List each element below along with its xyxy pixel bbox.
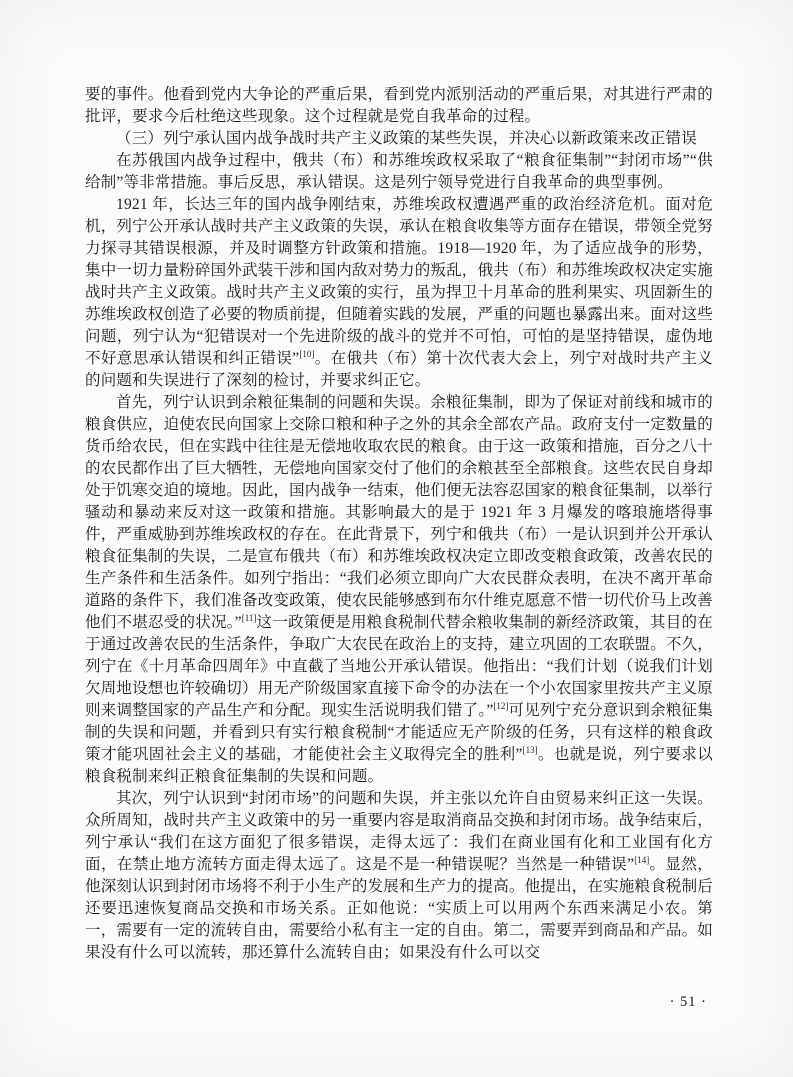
page-body: [85, 84, 713, 964]
footnote-ref: [10]: [299, 348, 315, 359]
paragraph: 首先，列宁认识到余粮征集制的问题和失误。余粮征集制，即为了保证对前线和城市的粮食供应，迫使农民向国家上交除口粮和种子之外的其余全部农产品。政府支付一定数量的货币给农民，但在实践中往往是无偿地收取农民的粮食。由于这一政策和措施，百分之八十的农民都作出了巨大牺牲，无偿地向国家交付了他们的余粮甚至全部粮食。这些农民自身却处于饥寒交迫的境地。因此，国内战争一结束，他们便无法容忍国家的粮食征集制，以举行骚动和暴动来反对这一政策和措施。其影响最大的是于 1921 年 3 月爆发的喀琅施塔得事件，严重威胁到苏维埃政权的存在。在此背景下，列宁和俄共（布）一是认识到并公开承认粮食征集制的失误，二是宣布俄共（布）和苏维埃政权决定立即改变粮食政策，改善农民的生产条件和生活条件。如列宁指出：“我们必须立即向广大农民群众表明，在决不离开革命道路的条件下，我们准备改变政策，使农民能够感到布尔什维克愿意不惜一切代价马上改善他们不堪忍受的状况。”[11]这一政策便是用粮食税制代替余粮收集制的新经济政策，其目的在于通过改善农民的生活条件，争取广大农民在政治上的支持，建立巩固的工农联盟。不久，列宁在《十月革命四周年》中直截了当地公开承认错误。他指出：“我们计划（说我们计划欠周地设想也许较确切）用无产阶级国家直接下命令的办法在一个小农国家里按共产主义原则来调整国家的产品生产和分配。现实生活说明我们错了。”[12]可见列宁充分意识到余粮征集制的失误和问题，并看到只有实行粮食税制“才能适应无产阶级的任务，只有这样的粮食政策才能巩固社会主义的基础，才能使社会主义取得完全的胜利”[13]。也就是说，列宁要求以粮食税制来纠正粮食征集制的失误和问题。: [85, 394, 714, 785]
paragraph: 1921 年，长达三年的国内战争刚结束，苏维埃政权遭遇严重的政治经济危机。面对危机，列宁公开承认战时共产主义政策的失误，承认在粮食收集等方面存在错误，带领全党努力探寻其错误根源，并及时调整方针政策和措施。1918—1920 年，为了适应战争的形势，集中一切力量粉碎国外武装干涉和国内敌对势力的叛乱，俄共（布）和苏维埃政权决定实施战时共产主义政策。战时共产主义政策的实行，虽为捍卫十月革命的胜利果实、巩固新生的苏维埃政权创造了必要的物质前提，但随着实践的发展，严重的问题也暴露出来。面对这些问题，列宁认为“犯错误对一个先进阶级的战斗的党并不可怕，可怕的是坚持错误，虚伪地不好意思承认错误和纠正错误”[10]。在俄共（布）第十次代表大会上，列宁对战时共产主义的问题和失误进行了深刻的检讨，并要求纠正它。: [85, 196, 714, 389]
footnote-ref: [13]: [522, 744, 538, 755]
footnote-ref: [14]: [634, 854, 650, 865]
footnote-ref: [12]: [493, 700, 509, 711]
paragraph: 其次，列宁认识到“封闭市场”的问题和失误，并主张以允许自由贸易来纠正这一失误。众所周知，战时共产主义政策中的另一重要内容是取消商品交换和封闭市场。战争结束后，列宁承认“我们在这方面犯了很多错误，走得太远了：我们在商业国有化和工业国有化方面，在禁止地方流转方面走得太远了。这是不是一种错误呢？当然是一种错误”[14]。显然，他深刻认识到封闭市场将不利于小生产的发展和生产力的提高。他提出，在实施粮食税制后还要迅速恢复商品交换和市场关系。正如他说：“实质上可以用两个东西来满足小农。第一，需要有一定的流转自由，需要给小私有主一定的自由。第二，需要弄到商品和产品。如果没有什么可以流转，那还算什么流转自由；如果没有什么可以交: [85, 790, 714, 961]
paragraph: 在苏俄国内战争过程中，俄共（布）和苏维埃政权采取了“粮食征集制”“封闭市场”“供给制”等非常措施。事后反思，承认错误。这是列宁领导党进行自我革命的典型事例。: [85, 152, 713, 191]
footnote-ref: [11]: [241, 612, 257, 623]
section-heading: （三）列宁承认国内战争战时共产主义政策的某些失误，并决心以新政策来改正错误: [116, 130, 697, 147]
paragraph-continuation: 要的事件。他看到党内大争论的严重后果，看到党内派别活动的严重后果，对其进行严肃的批评，要求今后杜绝这些现象。这个过程就是党自我革命的过程。: [85, 86, 714, 125]
page-number: · 51 ·: [669, 994, 707, 1010]
